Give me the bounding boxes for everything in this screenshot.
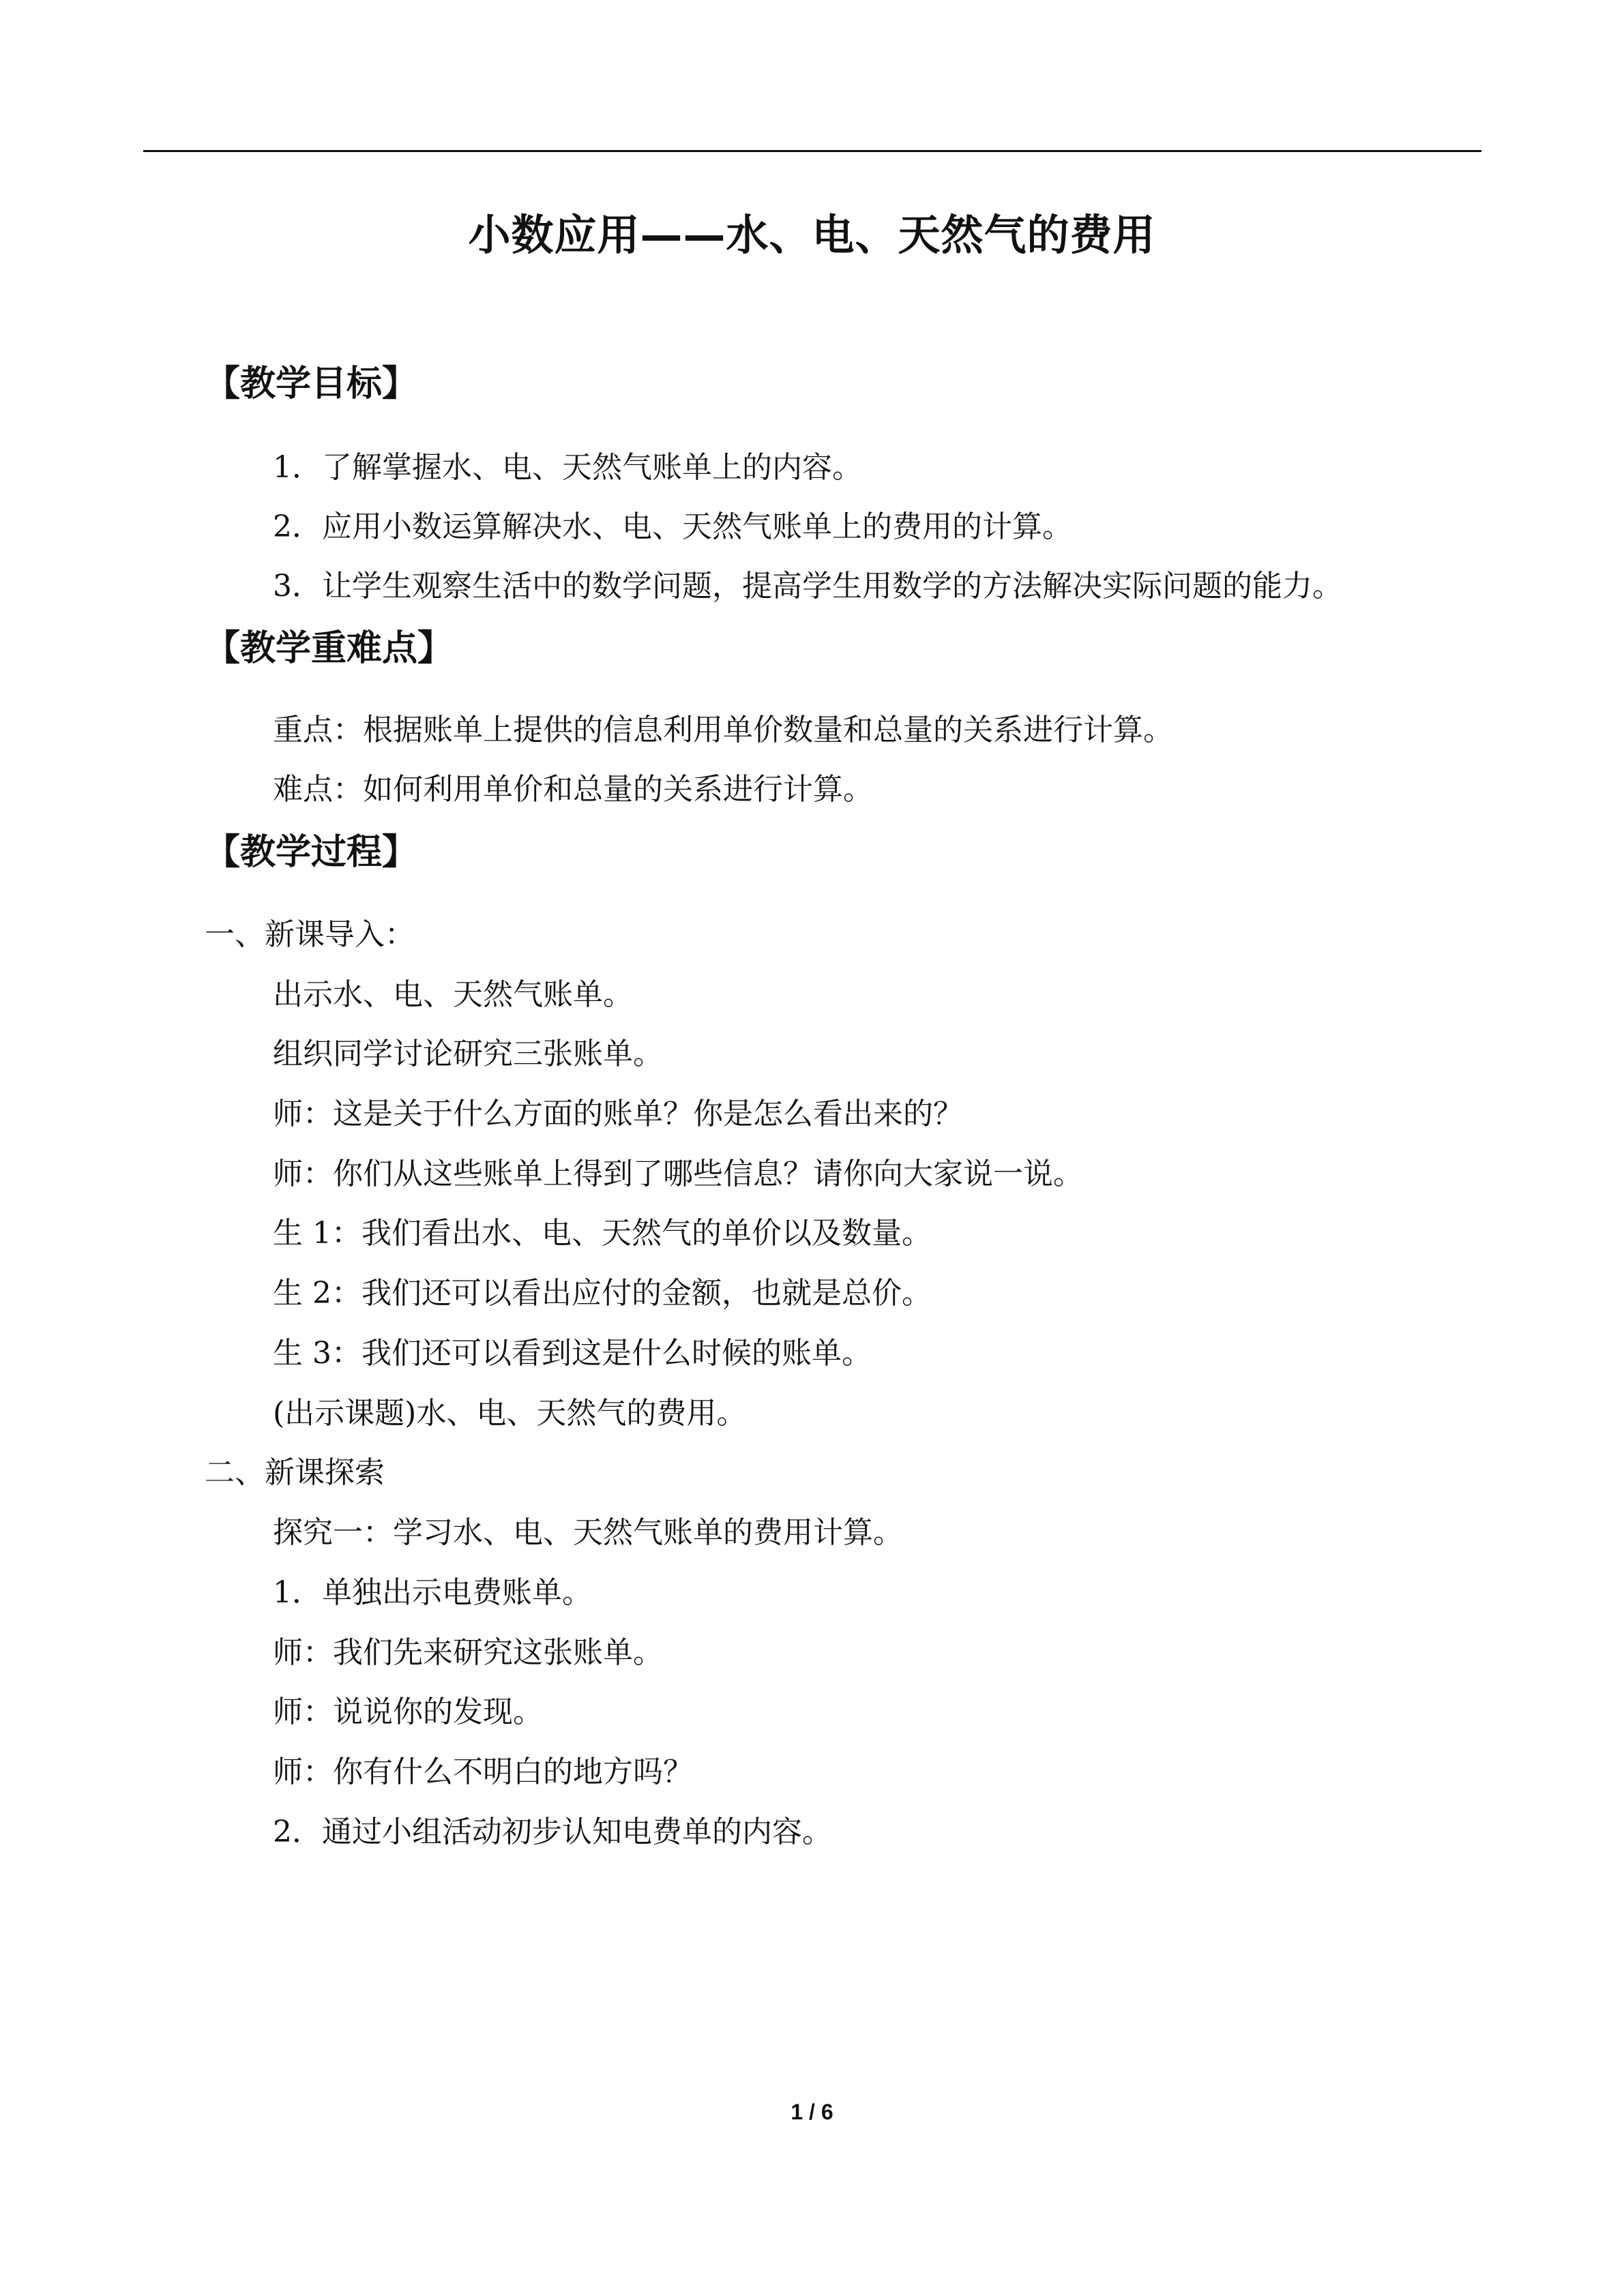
process-part2-item-6: 2．通过小组活动初步认知电费单的内容。 xyxy=(273,1815,832,1849)
process-part1-item-7: 生 3：我们还可以看到这是什么时候的账单。 xyxy=(273,1336,872,1371)
section-heading-process: 【教学过程】 xyxy=(205,832,418,873)
process-part2-item-3: 师：我们先来研究这张账单。 xyxy=(273,1635,663,1670)
key-point-item-1: 重点：根据账单上提供的信息利用单价数量和总量的关系进行计算。 xyxy=(273,713,1173,747)
key-point-item-2: 难点：如何利用单价和总量的关系进行计算。 xyxy=(273,772,873,807)
objective-item-1: 1．了解掌握水、电、天然气账单上的内容。 xyxy=(273,450,862,485)
process-part2-title: 二、新课探索 xyxy=(205,1455,385,1490)
document-title: 小数应用——水、电、天然气的费用 xyxy=(468,210,1156,260)
process-part1-item-4: 师：你们从这些账单上得到了哪些信息？请你向大家说一说。 xyxy=(273,1157,1083,1191)
process-part1-item-3: 师：这是关于什么方面的账单？你是怎么看出来的？ xyxy=(273,1097,963,1131)
page-number: 1 / 6 xyxy=(791,2100,833,2124)
process-part1-item-8: (出示课题)水、电、天然气的费用。 xyxy=(273,1396,747,1431)
process-part1-item-1: 出示水、电、天然气账单。 xyxy=(273,977,633,1012)
process-part1-title: 一、新课导入： xyxy=(205,917,415,952)
process-part1-item-6: 生 2：我们还可以看出应付的金额，也就是总价。 xyxy=(273,1276,932,1311)
header-rule xyxy=(143,150,1481,152)
objective-item-3: 3．让学生观察生活中的数学问题，提高学生用数学的方法解决实际问题的能力。 xyxy=(273,569,1342,603)
objective-item-2: 2．应用小数运算解决水、电、天然气账单上的费用的计算。 xyxy=(273,509,1072,544)
process-part2-item-5: 师：你有什么不明白的地方吗？ xyxy=(273,1755,693,1789)
section-heading-key-points: 【教学重难点】 xyxy=(205,628,454,669)
section-heading-objectives: 【教学目标】 xyxy=(205,363,418,404)
process-part1-item-5: 生 1：我们看出水、电、天然气的单价以及数量。 xyxy=(273,1216,932,1251)
process-part2-item-2: 1．单独出示电费账单。 xyxy=(273,1575,592,1610)
process-part1-item-2: 组织同学讨论研究三张账单。 xyxy=(273,1037,663,1071)
process-part2-item-1: 探究一：学习水、电、天然气账单的费用计算。 xyxy=(273,1515,903,1550)
process-part2-item-4: 师：说说你的发现。 xyxy=(273,1695,543,1729)
